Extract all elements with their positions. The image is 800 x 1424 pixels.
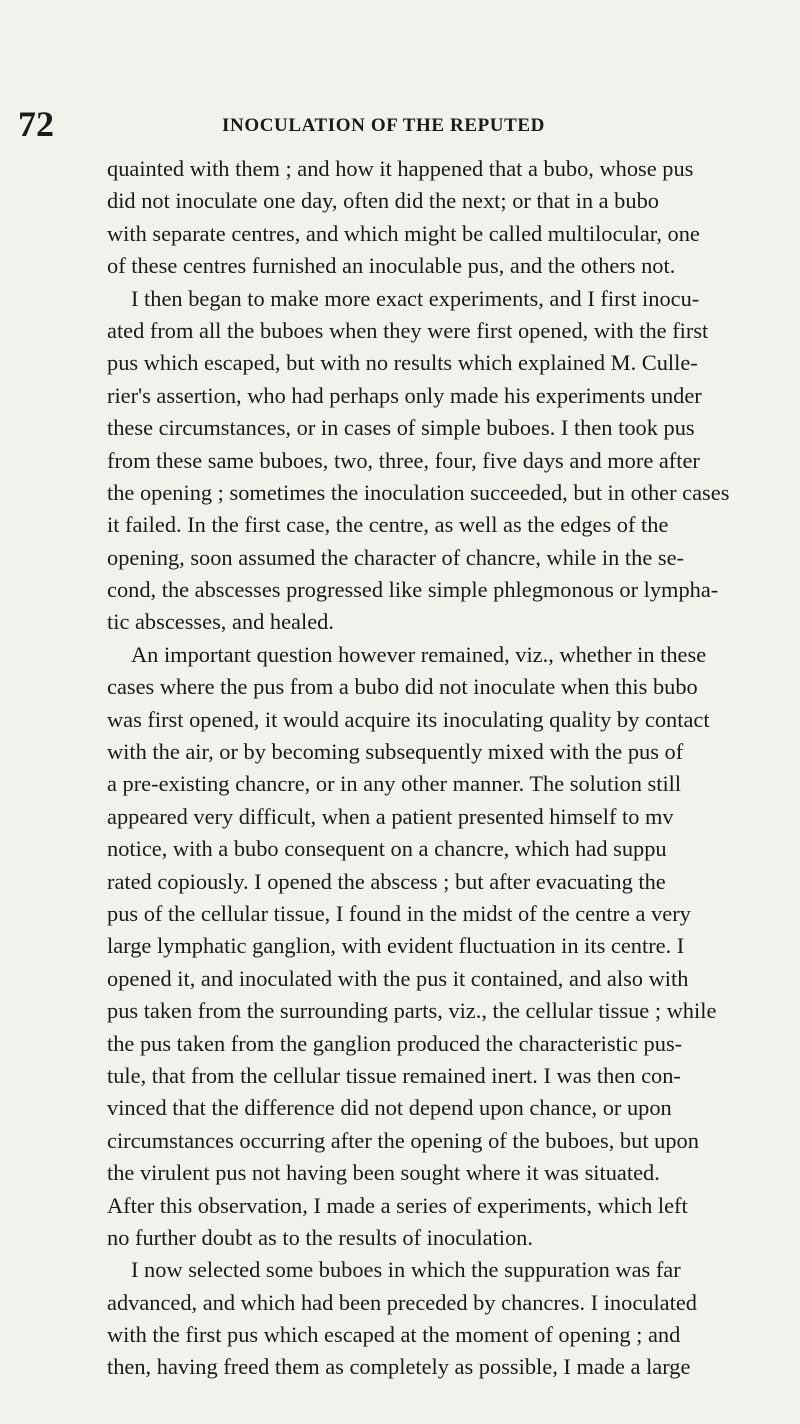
- running-head: INOCULATION OF THE REPUTED: [222, 115, 545, 136]
- text-line: with the air, or by becoming subsequently mixed with the pus of: [107, 739, 684, 765]
- text-line: with the first pus which escaped at the moment of opening ; and: [107, 1322, 681, 1348]
- page-number: 72: [18, 104, 54, 144]
- text-line: notice, with a bubo consequent on a chancre, which had suppu: [107, 836, 667, 862]
- text-line: After this observation, I made a series of experiments, which left: [107, 1192, 688, 1218]
- page-header: [0, 100, 800, 150]
- text-line: opened it, and inoculated with the pus it contained, and also with: [107, 965, 689, 991]
- text-line: these circumstances, or in cases of simple buboes. I then took pus: [107, 415, 695, 441]
- text-line: rated copiously. I opened the abscess ; but after evacuating the: [107, 868, 666, 894]
- text-line: it failed. In the first case, the centre, as well as the edges of the: [107, 512, 669, 538]
- text-line: of these centres furnished an inoculable pus, and the others not.: [107, 253, 676, 279]
- text-line: vinced that the difference did not depend upon chance, or upon: [107, 1095, 672, 1121]
- text-line: tic abscesses, and healed.: [107, 609, 334, 635]
- text-line: ated from all the buboes when they were first opened, with the first: [107, 317, 709, 343]
- text-line: the virulent pus not having been sought where it was situated.: [107, 1160, 660, 1186]
- text-line: advanced, and which had been preceded by chancres. I inoculated: [107, 1289, 697, 1315]
- text-line: from these same buboes, two, three, four, five days and more after: [107, 447, 700, 473]
- text-line: pus which escaped, but with no results which explained M. Culle-: [107, 350, 698, 376]
- text-line: cond, the abscesses progressed like simple phlegmonous or lympha-: [107, 577, 719, 603]
- text-line: rier's assertion, who had perhaps only made his experiments under: [107, 382, 702, 408]
- text-line: tule, that from the cellular tissue remained inert. I was then con-: [107, 1062, 681, 1088]
- body-text: [107, 153, 763, 1384]
- text-line: pus taken from the surrounding parts, viz., the cellular tissue ; while: [107, 998, 717, 1024]
- text-line: with separate centres, and which might be called multilocular, one: [107, 220, 700, 246]
- text-line: large lymphatic ganglion, with evident fluctuation in its centre. I: [107, 933, 685, 959]
- text-line: opening, soon assumed the character of chancre, while in the se-: [107, 544, 684, 570]
- text-line: a pre-existing chancre, or in any other manner. The solution still: [107, 771, 682, 797]
- text-line: appeared very difficult, when a patient presented himself to mv: [107, 803, 674, 829]
- text-line: did not inoculate one day, often did the next; or that in a bubo: [107, 188, 659, 214]
- text-line: the pus taken from the ganglion produced the characteristic pus-: [107, 1030, 683, 1056]
- text-line: pus of the cellular tissue, I found in the midst of the centre a very: [107, 900, 691, 926]
- text-line: I now selected some buboes in which the suppuration was far: [131, 1257, 681, 1283]
- text-line: An important question however remained, viz., whether in these: [131, 641, 707, 667]
- text-line: quainted with them ; and how it happened that a bubo, whose pus: [107, 156, 694, 181]
- text-line: then, having freed them as completely as possible, I made a large: [107, 1354, 691, 1380]
- text-line: I then began to make more exact experiments, and I first inocu-: [131, 285, 700, 311]
- text-line: the opening ; sometimes the inoculation succeeded, but in other cases: [107, 479, 730, 505]
- text-line: cases where the pus from a bubo did not inoculate when this bubo: [107, 674, 698, 700]
- text-line: was first opened, it would acquire its inoculating quality by contact: [107, 706, 710, 732]
- text-line: no further doubt as to the results of inoculation.: [107, 1224, 533, 1250]
- text-line: circumstances occurring after the opening of the buboes, but upon: [107, 1127, 699, 1153]
